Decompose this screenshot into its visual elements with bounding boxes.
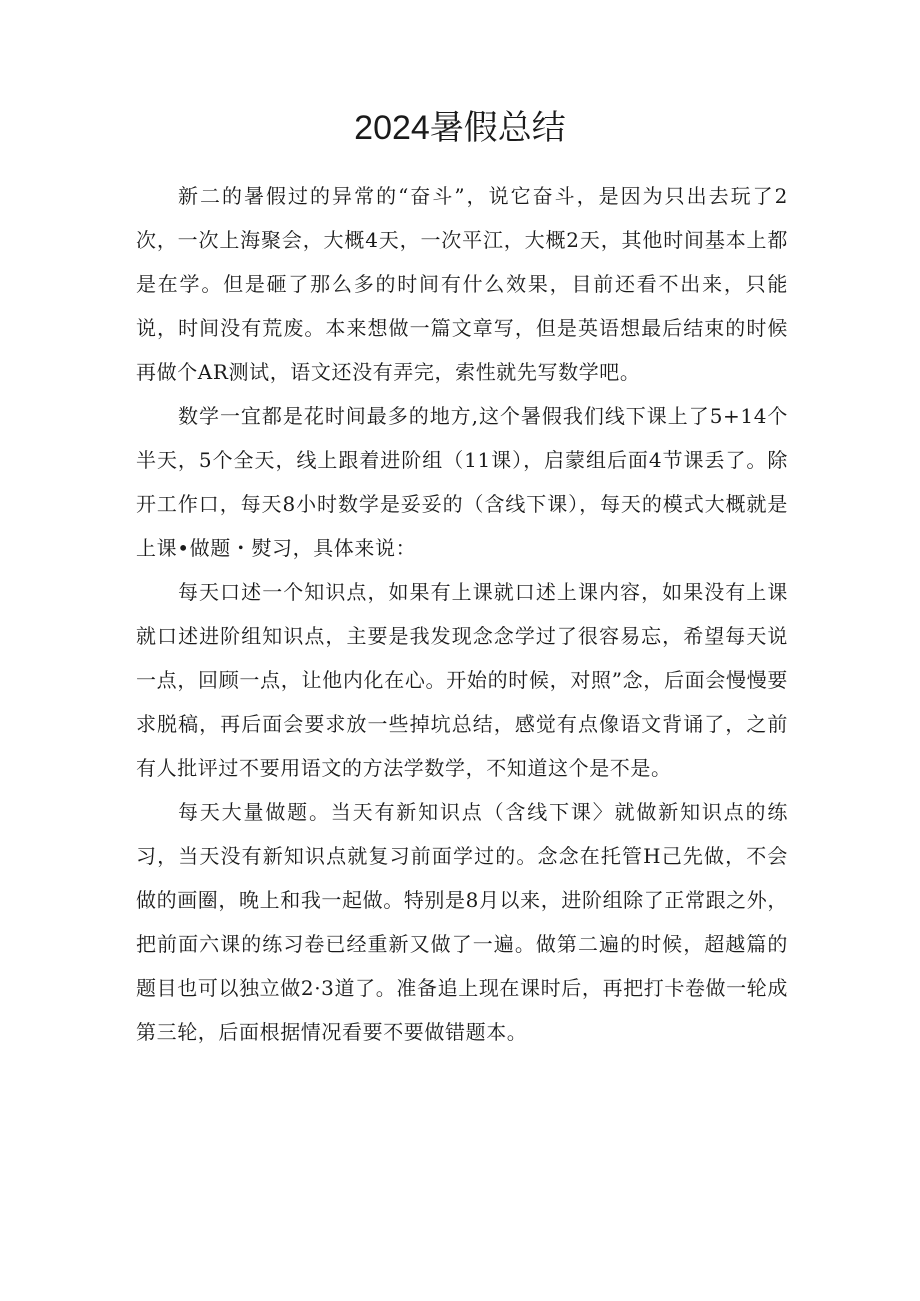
paragraph-math-schedule: 数学一宜都是花时间最多的地方,这个暑假我们线下课上了5+14个半天，5个全天，线上跟着进阶组（11课），启蒙组后面4节课丢了。除开工作口，每天8小时数学是妥妥的（含线下课），每天的模式大概就是上课•做题・熨习，具体来说：	[136, 404, 788, 560]
paragraph-daily-recitation: 每天口述一个知识点，如果有上课就口述上课内容，如果没有上课就口述进阶组知识点，主要是我发现念念学过了很容易忘，希望每天说一点，回顾一点，让他内化在心。开始的时候，对照”念，后面会慢慢要求脱稿，再后面会要求放一些掉坑总结，感觉有点像语文背诵了，之前有人批评过不要用语文的方法学数学，不知道这个是不是。	[136, 580, 788, 780]
paragraph-daily-practice: 每天大量做题。当天有新知识点（含线下课〉就做新知识点的练习，当天没有新知识点就复习前面学过的。念念在托管H己先做，不会做的画圈，晚上和我一起做。特别是8月以来，进阶组除了正常跟之外，把前面六课的练习卷已经重新又做了一遍。做第二遍的时候，超越篇的题目也可以独立做2·3道了。准备追上现在课时后，再把打卡卷做一轮成第三轮，后面根据情况看要不要做错题本。	[136, 800, 788, 1044]
paragraph-summer-overview: 新二的暑假过的异常的“奋斗”，说它奋斗，是因为只出去玩了2次，一次上海聚会，大概4天，一次平江，大概2天，其他时间基本上都是在学。但是砸了那么多的时间有什么效果，目前还看不出来，只能说，时间没有荒废。本来想做一篇文章写，但是英语想最后结束的时候再做个AR测试，语文还没有弄完，索性就先写数学吧。	[136, 184, 788, 384]
document-body	[136, 174, 788, 1054]
document-title: 2024暑假总结	[354, 109, 566, 147]
